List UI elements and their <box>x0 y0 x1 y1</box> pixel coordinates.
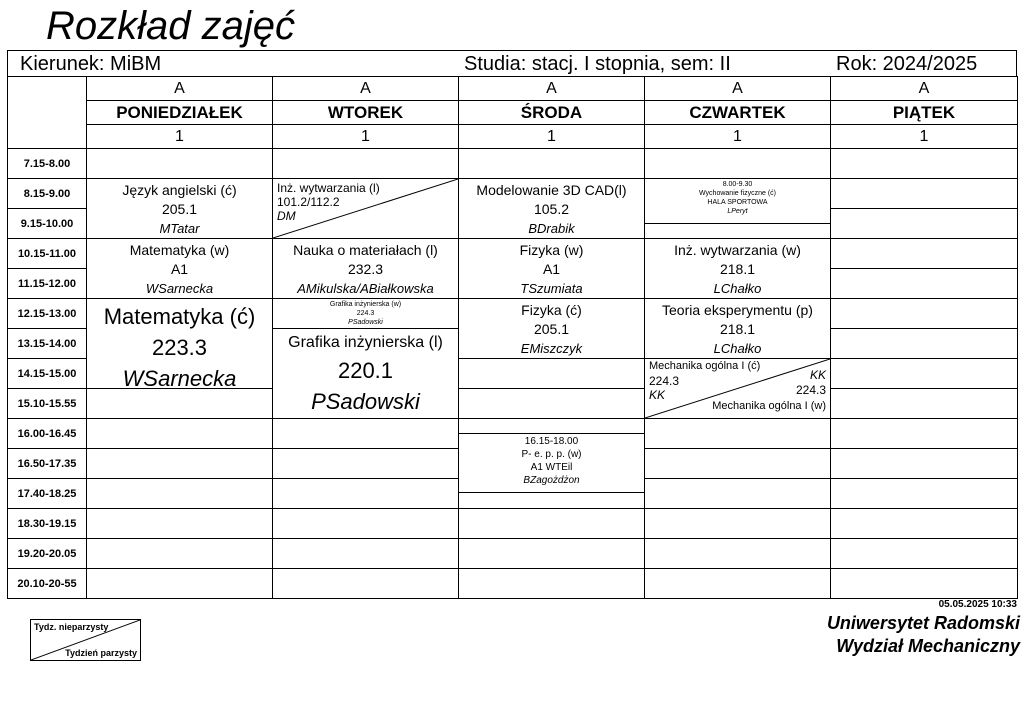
block-end-line <box>645 223 830 224</box>
page-title: Rozkład zajęć <box>46 4 296 48</box>
class-teacher: LChałko <box>713 281 762 296</box>
time-slot: 9.15-10.00 <box>8 209 87 239</box>
class-title: Inż. wytwarzania (w) <box>674 242 801 258</box>
class-title: Inż. wytwarzania (l) <box>277 181 380 195</box>
class-title: Nauka o materiałach (l) <box>293 242 438 258</box>
class-title: Modelowanie 3D CAD(l) <box>476 182 627 198</box>
class-teacher: KK <box>809 368 826 382</box>
day-number: 1 <box>831 125 1018 149</box>
class-room: 220.1 <box>337 358 394 383</box>
class-room: 205.1 <box>161 201 198 217</box>
class-block[interactable] <box>459 239 645 299</box>
empty-cell <box>831 359 1018 389</box>
empty-cell <box>831 419 1018 449</box>
time-slot: 7.15-8.00 <box>8 149 87 179</box>
empty-cell <box>831 449 1018 479</box>
time-slot: 14.15-15.00 <box>8 359 87 389</box>
class-teacher: BZagożdżon <box>523 475 580 486</box>
day-number: 1 <box>273 125 459 149</box>
class-teacher: MTatar <box>159 221 200 236</box>
day-number: 1 <box>459 125 645 149</box>
day-name: PONIEDZIAŁEK <box>87 101 273 125</box>
class-time: 8.00-9.30 <box>722 181 753 188</box>
class-room: A1 WTEil <box>530 462 573 473</box>
study-mode: Studia: stacj. I stopnia, sem: II <box>464 53 731 75</box>
empty-cell <box>645 149 831 179</box>
class-title: P- e. p. p. (w) <box>521 449 582 460</box>
time-slot: 20.10-20-55 <box>8 569 87 599</box>
empty-cell <box>831 569 1018 599</box>
class-teacher: DM <box>277 209 296 223</box>
class-teacher: AMikulska/ABiałkowska <box>297 281 434 296</box>
class-title: Język angielski (ć) <box>122 182 237 198</box>
class-room: 205.1 <box>533 321 570 337</box>
empty-cell <box>831 509 1018 539</box>
time-slot: 19.20-20.05 <box>8 539 87 569</box>
class-block-split[interactable] <box>645 359 831 419</box>
class-block[interactable] <box>273 329 459 419</box>
day-group: A <box>831 77 1018 101</box>
class-teacher: KK <box>649 388 666 402</box>
day-number: 1 <box>645 125 831 149</box>
day-group: A <box>87 77 273 101</box>
block-start-line <box>459 433 644 434</box>
time-slot: 10.15-11.00 <box>8 239 87 269</box>
class-room: A1 <box>170 261 189 277</box>
empty-cell <box>273 419 459 449</box>
class-room: 218.1 <box>719 261 756 277</box>
class-title: Grafika inżynierska (w) <box>329 301 402 308</box>
day-group: A <box>459 77 645 101</box>
class-teacher: PSadowski <box>348 319 383 326</box>
class-room: 223.3 <box>151 335 208 360</box>
class-room: 218.1 <box>719 321 756 337</box>
time-slot: 13.15-14.00 <box>8 329 87 359</box>
day-name: PIĄTEK <box>831 101 1018 125</box>
empty-cell <box>645 419 831 449</box>
empty-cell <box>87 389 273 419</box>
class-title: Matematyka (ć) <box>103 304 256 329</box>
empty-cell <box>87 509 273 539</box>
class-teacher: TSzumiata <box>520 281 583 296</box>
empty-cell <box>459 509 645 539</box>
university-name: Uniwersytet Radomski <box>826 613 1020 633</box>
empty-cell <box>459 569 645 599</box>
empty-cell <box>87 569 273 599</box>
class-room: 105.2 <box>533 201 570 217</box>
class-block[interactable] <box>273 239 459 299</box>
empty-cell <box>459 539 645 569</box>
class-block[interactable] <box>87 239 273 299</box>
class-teacher: BDrabik <box>528 221 575 236</box>
class-title: Mechanika ogólna I (ć) <box>649 360 761 372</box>
academic-year: Rok: 2024/2025 <box>836 53 978 75</box>
empty-cell <box>273 149 459 179</box>
class-teacher: LPeryt <box>727 208 748 215</box>
corner-cell <box>8 77 87 149</box>
empty-cell <box>645 449 831 479</box>
empty-cell <box>831 479 1018 509</box>
class-block[interactable] <box>645 239 831 299</box>
class-title: Fizyka (w) <box>519 242 584 258</box>
time-slot: 17.40-18.25 <box>8 479 87 509</box>
empty-cell <box>87 419 273 449</box>
class-title: Teoria eksperymentu (p) <box>662 302 813 318</box>
timetable-grid <box>7 76 1018 599</box>
empty-cell <box>273 539 459 569</box>
timetable <box>7 76 1018 599</box>
empty-cell <box>459 149 645 179</box>
empty-cell <box>831 179 1018 209</box>
legend-even-week: Tydzień parzysty <box>65 648 137 658</box>
faculty-name: Wydział Mechaniczny <box>836 636 1020 656</box>
empty-cell <box>459 359 645 389</box>
class-block[interactable] <box>273 299 459 329</box>
class-block[interactable] <box>645 179 831 239</box>
class-title: Matematyka (w) <box>129 242 230 258</box>
day-name: WTOREK <box>273 101 459 125</box>
class-teacher: EMiszczyk <box>520 341 583 356</box>
empty-cell <box>831 539 1018 569</box>
empty-cell <box>831 329 1018 359</box>
time-slot: 18.30-19.15 <box>8 509 87 539</box>
day-name: ŚRODA <box>459 101 645 125</box>
class-room: A1 <box>542 261 561 277</box>
class-title: Mechanika ogólna I (w) <box>712 400 826 412</box>
empty-cell <box>273 449 459 479</box>
time-slot: 16.00-16.45 <box>8 419 87 449</box>
class-block[interactable] <box>87 179 273 239</box>
empty-cell <box>459 389 645 419</box>
time-slot: 11.15-12.00 <box>8 269 87 299</box>
field-of-study: Kierunek: MiBM <box>20 53 162 75</box>
class-teacher: WSarnecka <box>122 366 237 391</box>
class-block[interactable] <box>87 299 273 389</box>
empty-cell <box>87 479 273 509</box>
class-block[interactable] <box>459 419 645 509</box>
class-block[interactable] <box>459 299 645 359</box>
class-block-split[interactable] <box>273 179 459 239</box>
empty-cell <box>831 389 1018 419</box>
class-room: 224.3 <box>356 310 375 317</box>
empty-cell <box>87 539 273 569</box>
empty-cell <box>273 569 459 599</box>
class-room: 224.3 <box>649 374 680 388</box>
empty-cell <box>87 149 273 179</box>
day-name: CZWARTEK <box>645 101 831 125</box>
empty-cell <box>645 539 831 569</box>
empty-cell <box>831 149 1018 179</box>
time-slot: 8.15-9.00 <box>8 179 87 209</box>
empty-cell <box>831 269 1018 299</box>
empty-cell <box>273 479 459 509</box>
class-teacher: PSadowski <box>311 389 420 414</box>
class-title: Fizyka (ć) <box>521 302 582 318</box>
empty-cell <box>831 209 1018 239</box>
day-number: 1 <box>87 125 273 149</box>
class-title: Grafika inżynierska (l) <box>288 334 443 351</box>
empty-cell <box>831 299 1018 329</box>
legend-odd-week: Tydz. nieparzysty <box>34 622 109 632</box>
time-slot: 16.50-17.35 <box>8 449 87 479</box>
day-group: A <box>273 77 459 101</box>
empty-cell <box>645 479 831 509</box>
class-room: HALA SPORTOWA <box>707 199 768 206</box>
week-parity-legend <box>30 619 141 661</box>
empty-cell <box>273 509 459 539</box>
empty-cell <box>87 449 273 479</box>
class-room: 224.3 <box>795 383 826 397</box>
time-slot: 12.15-13.00 <box>8 299 87 329</box>
header-row <box>7 50 1017 76</box>
empty-cell <box>831 239 1018 269</box>
class-room: 101.2/112.2 <box>277 195 340 209</box>
class-block[interactable] <box>645 299 831 359</box>
class-block[interactable] <box>459 179 645 239</box>
class-teacher: WSarnecka <box>145 281 214 296</box>
class-time: 16.15-18.00 <box>524 436 579 447</box>
empty-cell <box>645 509 831 539</box>
generated-timestamp: 05.05.2025 10:33 <box>938 599 1017 610</box>
institution-block <box>827 612 1020 658</box>
block-end-line <box>459 492 644 493</box>
day-group: A <box>645 77 831 101</box>
empty-cell <box>645 569 831 599</box>
class-room: 232.3 <box>347 261 384 277</box>
class-title: Wychowanie fizyczne (ć) <box>699 190 776 197</box>
class-teacher: LChałko <box>713 341 762 356</box>
time-slot: 15.10-15.55 <box>8 389 87 419</box>
